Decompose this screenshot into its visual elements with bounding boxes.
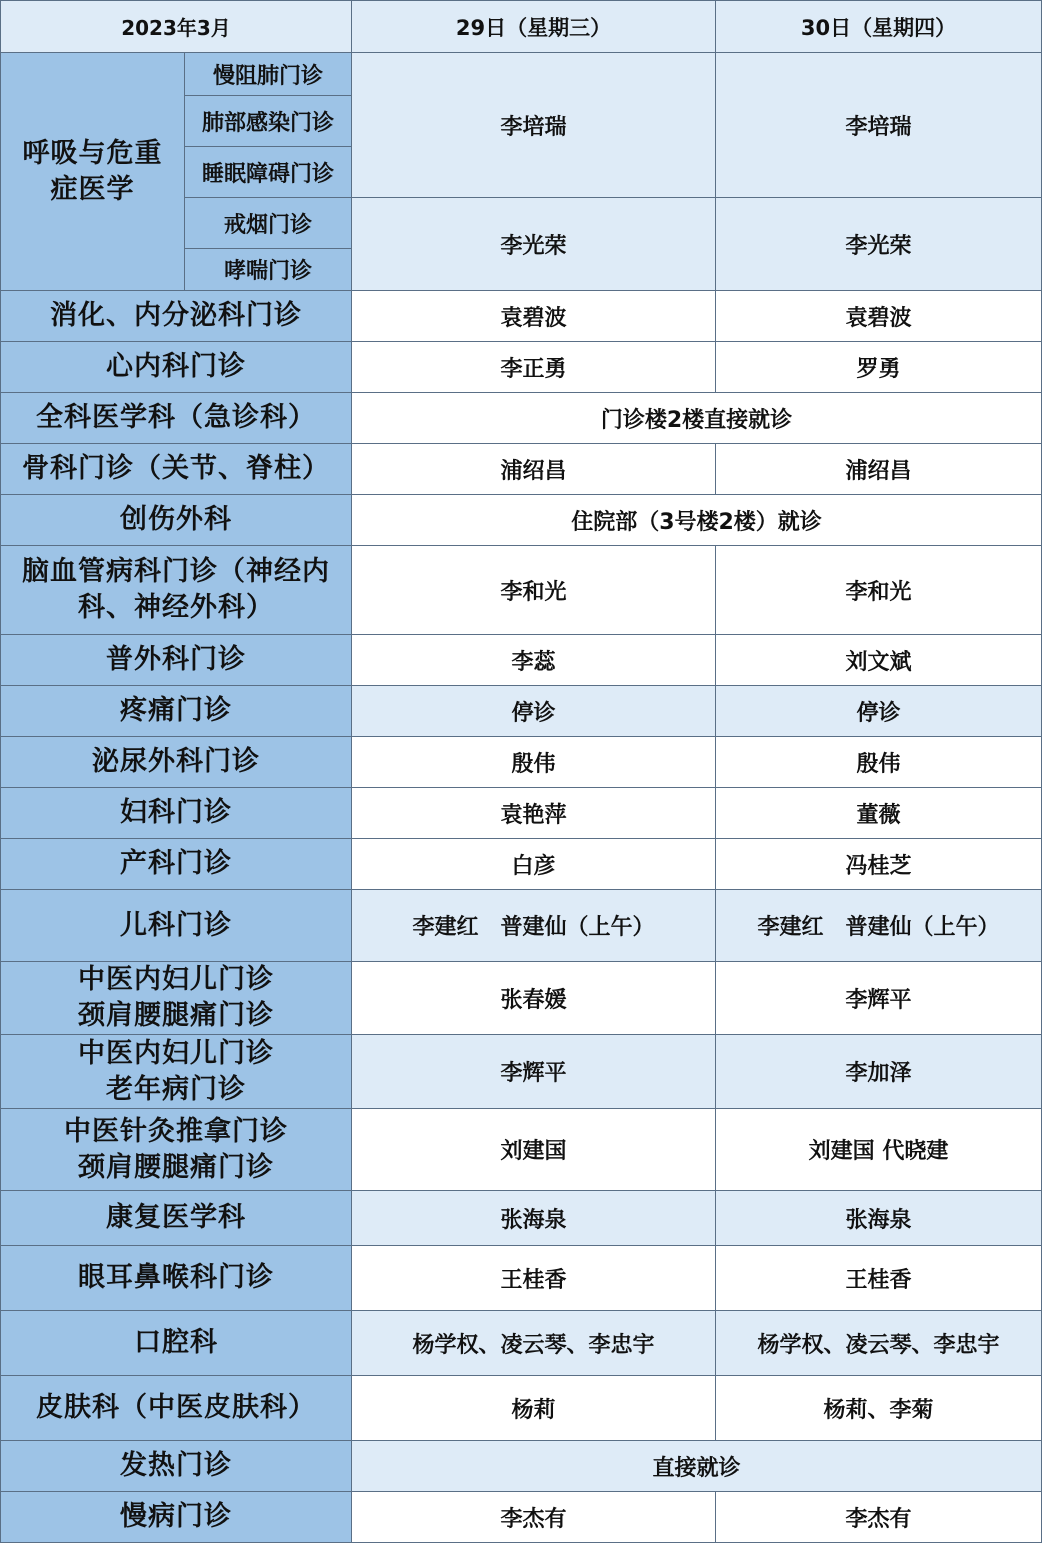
doctor-day2: 李加泽 xyxy=(716,1035,1042,1109)
day2-header: 30日（星期四） xyxy=(716,1,1042,53)
table-row xyxy=(1,53,1042,96)
doctor-day2: 冯桂芝 xyxy=(716,839,1042,890)
dept-name: 产科门诊 xyxy=(1,839,352,890)
doctor-day1: 杨莉 xyxy=(352,1376,716,1441)
doctor-day2: 罗勇 xyxy=(716,342,1042,393)
subclinic-lung-infection: 肺部感染门诊 xyxy=(185,96,352,147)
table-row xyxy=(1,1246,1042,1311)
doctor-day1: 张春媛 xyxy=(352,962,716,1035)
doctor-day1: 李建红 普建仙（上午） xyxy=(352,890,716,962)
table-row xyxy=(1,546,1042,635)
doctor-day1: 王桂香 xyxy=(352,1246,716,1311)
dept-name: 中医内妇儿门诊 老年病门诊 xyxy=(1,1035,352,1109)
dept-name: 眼耳鼻喉科门诊 xyxy=(1,1246,352,1311)
table-row xyxy=(1,1109,1042,1191)
resp-groupB-day2: 李光荣 xyxy=(716,198,1042,291)
table-row xyxy=(1,737,1042,788)
dept-respiratory: 呼吸与危重症医学 xyxy=(1,53,185,291)
doctor-day1: 李蕊 xyxy=(352,635,716,686)
dept-name: 骨科门诊（关节、脊柱） xyxy=(1,444,352,495)
dept-name: 儿科门诊 xyxy=(1,890,352,962)
table-row xyxy=(1,393,1042,444)
subclinic-asthma: 哮喘门诊 xyxy=(185,249,352,291)
doctor-day2: 殷伟 xyxy=(716,737,1042,788)
table-row xyxy=(1,1441,1042,1492)
table-row xyxy=(1,839,1042,890)
doctor-day2: 李建红 普建仙（上午） xyxy=(716,890,1042,962)
table-row xyxy=(1,1311,1042,1376)
table-row xyxy=(1,890,1042,962)
doctor-day1: 袁艳萍 xyxy=(352,788,716,839)
doctor-day2: 浦绍昌 xyxy=(716,444,1042,495)
dept-name: 泌尿外科门诊 xyxy=(1,737,352,788)
table-row xyxy=(1,686,1042,737)
dept-name: 普外科门诊 xyxy=(1,635,352,686)
dept-name: 妇科门诊 xyxy=(1,788,352,839)
doctor-day2: 董薇 xyxy=(716,788,1042,839)
doctor-day1: 李和光 xyxy=(352,546,716,635)
doctor-day1: 李正勇 xyxy=(352,342,716,393)
day1-header: 29日（星期三） xyxy=(352,1,716,53)
dept-name: 康复医学科 xyxy=(1,1191,352,1246)
subclinic-smoking: 戒烟门诊 xyxy=(185,198,352,249)
merged-note: 门诊楼2楼直接就诊 xyxy=(352,393,1042,444)
dept-name: 皮肤科（中医皮肤科） xyxy=(1,1376,352,1441)
doctor-day1: 浦绍昌 xyxy=(352,444,716,495)
dept-name: 中医针灸推拿门诊 颈肩腰腿痛门诊 xyxy=(1,1109,352,1191)
subclinic-copd: 慢阻肺门诊 xyxy=(185,53,352,96)
doctor-day2: 停诊 xyxy=(716,686,1042,737)
dept-name: 慢病门诊 xyxy=(1,1492,352,1543)
table-row xyxy=(1,342,1042,393)
doctor-day1: 张海泉 xyxy=(352,1191,716,1246)
doctor-day2: 杨莉、李菊 xyxy=(716,1376,1042,1441)
doctor-day2: 李杰有 xyxy=(716,1492,1042,1543)
resp-groupB-day1: 李光荣 xyxy=(352,198,716,291)
dept-name: 脑血管病科门诊（神经内科、神经外科） xyxy=(1,546,352,635)
doctor-day1: 李杰有 xyxy=(352,1492,716,1543)
doctor-day1: 袁碧波 xyxy=(352,291,716,342)
doctor-day1: 刘建国 xyxy=(352,1109,716,1191)
table-row xyxy=(1,1492,1042,1543)
dept-name: 创伤外科 xyxy=(1,495,352,546)
table-row xyxy=(1,291,1042,342)
table-row xyxy=(1,1035,1042,1109)
table-row xyxy=(1,1376,1042,1441)
table-row xyxy=(1,788,1042,839)
doctor-day2: 李辉平 xyxy=(716,962,1042,1035)
doctor-day1: 杨学权、凌云琴、李忠宇 xyxy=(352,1311,716,1376)
header-row xyxy=(1,1,1042,53)
dept-name: 中医内妇儿门诊 颈肩腰腿痛门诊 xyxy=(1,962,352,1035)
table-row xyxy=(1,1191,1042,1246)
dept-name: 消化、内分泌科门诊 xyxy=(1,291,352,342)
subclinic-sleep: 睡眠障碍门诊 xyxy=(185,147,352,198)
doctor-day2: 杨学权、凌云琴、李忠宇 xyxy=(716,1311,1042,1376)
doctor-day1: 白彦 xyxy=(352,839,716,890)
table-row xyxy=(1,635,1042,686)
dept-name: 心内科门诊 xyxy=(1,342,352,393)
doctor-day1: 李辉平 xyxy=(352,1035,716,1109)
doctor-day1: 殷伟 xyxy=(352,737,716,788)
resp-groupA-day1: 李培瑞 xyxy=(352,53,716,198)
table-row xyxy=(1,444,1042,495)
doctor-day2: 张海泉 xyxy=(716,1191,1042,1246)
merged-note: 直接就诊 xyxy=(352,1441,1042,1492)
merged-note: 住院部（3号楼2楼）就诊 xyxy=(352,495,1042,546)
table-row xyxy=(1,495,1042,546)
doctor-day2: 刘文斌 xyxy=(716,635,1042,686)
dept-name: 疼痛门诊 xyxy=(1,686,352,737)
doctor-day1: 停诊 xyxy=(352,686,716,737)
month-header: 2023年3月 xyxy=(1,1,352,53)
doctor-day2: 袁碧波 xyxy=(716,291,1042,342)
resp-groupA-day2: 李培瑞 xyxy=(716,53,1042,198)
dept-name: 口腔科 xyxy=(1,1311,352,1376)
doctor-day2: 李和光 xyxy=(716,546,1042,635)
dept-name: 全科医学科（急诊科） xyxy=(1,393,352,444)
doctor-day2: 刘建国 代晓建 xyxy=(716,1109,1042,1191)
dept-name: 发热门诊 xyxy=(1,1441,352,1492)
table-row xyxy=(1,962,1042,1035)
doctor-day2: 王桂香 xyxy=(716,1246,1042,1311)
